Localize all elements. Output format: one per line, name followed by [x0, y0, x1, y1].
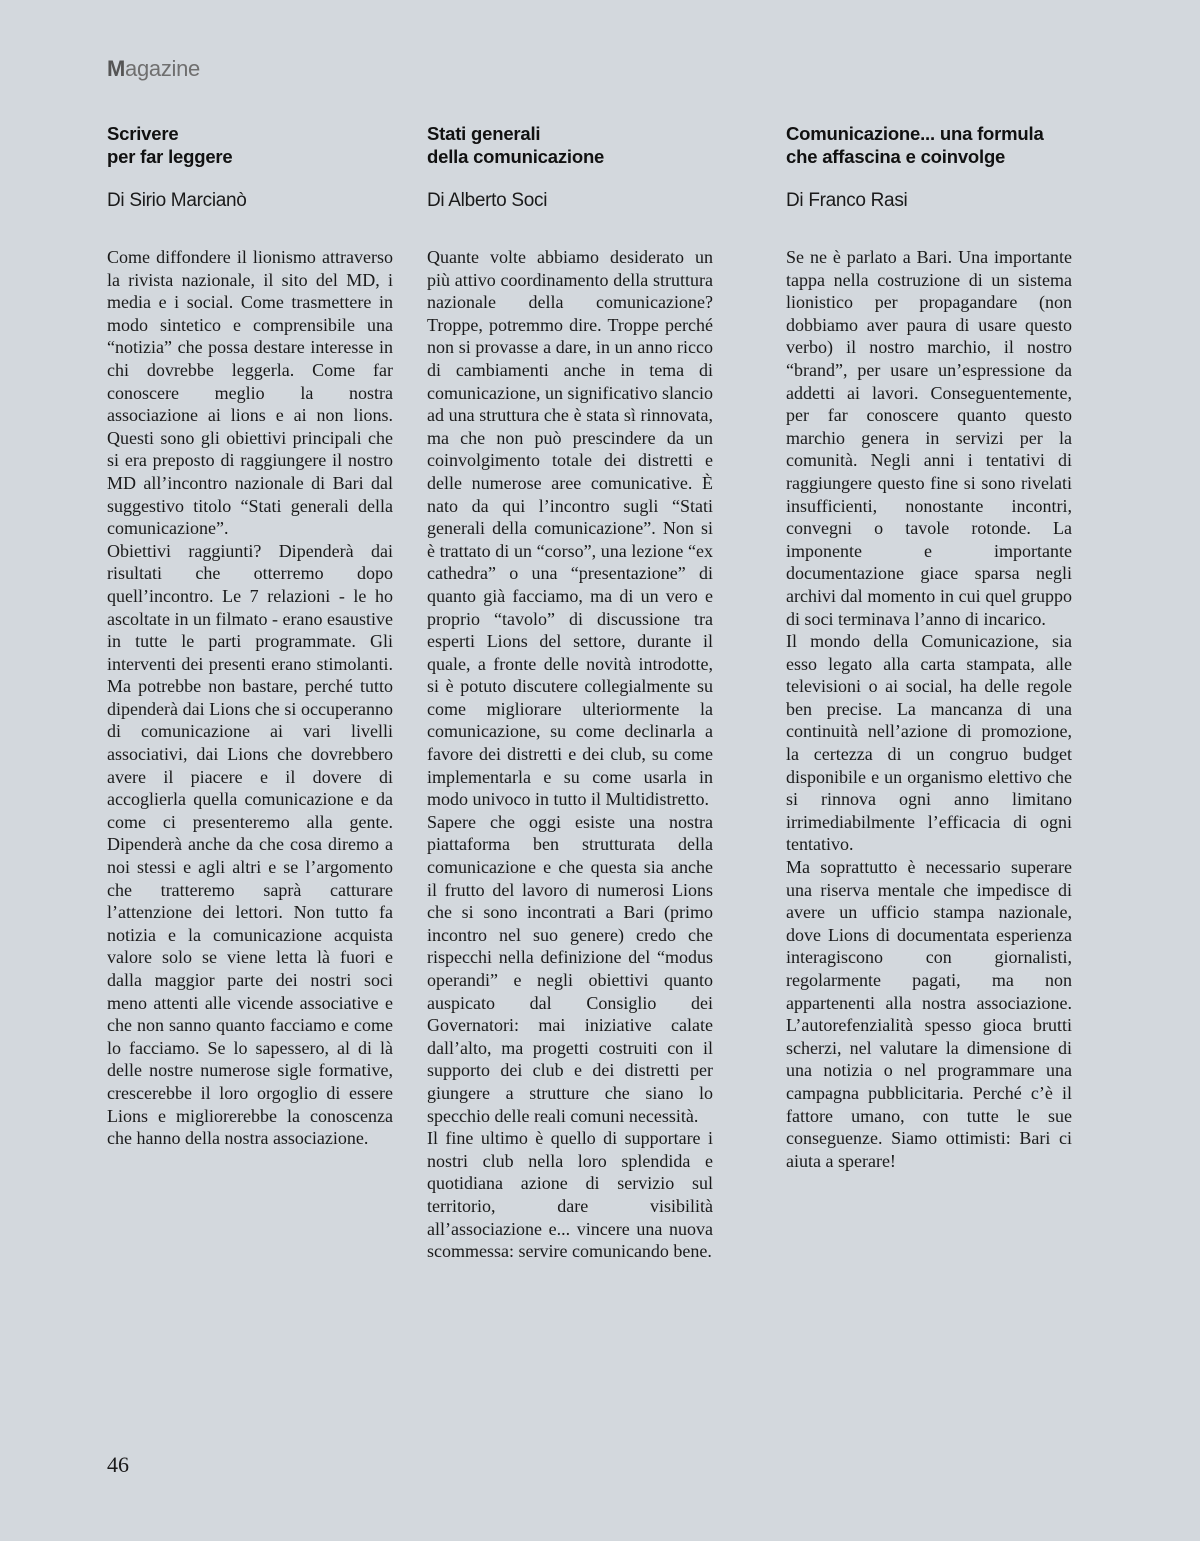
- page-number: 46: [107, 1452, 129, 1477]
- article-author: Di Alberto Soci: [427, 190, 548, 211]
- article-title: [107, 122, 393, 182]
- article-title: [427, 122, 713, 182]
- article-title-line: Scrivere: [107, 123, 179, 144]
- article-body: [786, 246, 1072, 1172]
- article-paragraph: Sapere che oggi esiste una nostra piattaforma ben strutturata della comunicazione e che questa sia anche il frutto del lavoro di numerosi Lions che si sono incontrati a Bari (primo incontro nel suo genere) credo che rispecchi nella definizione del “modus operandi” e negli obiettivi quanto auspicato dal Consiglio dei Governatori: mai iniziative calate dall’alto, ma progetti costruiti con il supporto dei club e dei distretti per giungere a strutture che siano lo specchio delle reali comuni necessità.: [427, 811, 713, 1126]
- section-label-initial: M: [107, 56, 126, 81]
- article-comunicazione: [786, 122, 1072, 1172]
- section-label-rest: agazine: [125, 56, 200, 81]
- article-paragraph: Obiettivi raggiunti? Dipenderà dai risultati che otterremo dopo quell’incontro. Le 7 relazioni - le ho ascoltate in un filmato - erano esaustive in tutte le parti programmate. Gli interventi dei presenti erano stimolanti. Ma potrebbe non bastare, perché tutto dipenderà dai Lions che si occuperanno di comunicazione ai vari livelli associativi, dai Lions che dovrebbero avere il piacere e il dovere di accoglierla quella comunicazione e da come ci presenteremo alla gente. Dipenderà anche da che cosa diremo a noi stessi e agli altri e se l’argomento che tratteremo saprà catturare l’attenzione dei lettori. Non tutto fa notizia e la comunicazione acquista valore solo se viene letta là fuori e dalla maggior parte dei nostri soci meno attenti alle vicende associative e che non sanno quanto facciamo e come lo facciamo. Se lo sapessero, al di là delle nostre numerose sigle formative, crescerebbe il loro orgoglio di essere Lions e migliorerebbe la conoscenza che hanno della nostra associazione.: [107, 540, 393, 1149]
- article-paragraph: Il mondo della Comunicazione, sia esso legato alla carta stampata, alle televisioni o ai social, ha delle regole ben precise. La mancanza di una continuità nell’azione di promozione, la certezza di un congruo budget disponibile e un organismo elettivo che si rinnova ogni anno limitano irrimediabilmente l’efficacia di ogni tentativo.: [786, 631, 1072, 855]
- article-paragraph: Quante volte abbiamo desiderato un più attivo coordinamento della struttura nazionale della comunicazione? Troppe, potremmo dire. Troppe perché non si provasse a dare, in un anno ricco di cambiamenti anche in tema di comunicazione, un significativo slancio ad una struttura che è stata sì rinnovata, ma che non può prescindere da un coinvolgimento totale dei distretti e delle numerose aree comunicative. È nato da qui l’incontro sugli “Stati generali della comunicazione”. Non si è trattato di un “corso”, una lezione “ex cathedra” o una “presentazione” di quanto già facciamo, ma di un vero e proprio “tavolo” di discussione tra esperti Lions del settore, durante il quale, a fronte delle novità introdotte, si è potuto discutere collegialmente su come migliorare ulteriormente la comunicazione, su come declinarla a favore dei distretti e dei club, su come implementarla e su come usarla in modo univoco in tutto il Multidistretto.: [427, 247, 713, 810]
- article-title-line: che affascina e coinvolge: [786, 146, 1006, 167]
- article-paragraph: Se ne è parlato a Bari. Una importante tappa nella costruzione di un sistema lionistico per propagandare (non dobbiamo aver paura di usare questo verbo) il nostro marchio, il nostro “brand”, per usare un’espressione da addetti ai lavori. Conseguentemente, per far conoscere quanto questo marchio genera in servizi per la comunità. Negli anni i tentativi di raggiungere questo fine si sono rivelati insufficienti, nonostante incontri, convegni o tavole rotonde. La imponente e importante documentazione giace sparsa negli archivi dal momento in cui quel gruppo di soci terminava l’anno di incarico.: [786, 247, 1072, 629]
- article-title: [786, 122, 1072, 182]
- article-author: Di Franco Rasi: [786, 190, 908, 211]
- article-title-line: Stati generali: [427, 123, 541, 144]
- section-label: [107, 56, 200, 82]
- article-paragraph: Il fine ultimo è quello di supportare i nostri club nella loro splendida e quotidiana azione di servizio sul territorio, dare visibilità all’associazione e... vincere una nuova scommessa: servire comunicando bene.: [427, 1128, 713, 1262]
- article-title-line: della comunicazione: [427, 146, 605, 167]
- article-paragraph: Come diffondere il lionismo attraverso la rivista nazionale, il sito del MD, i media e i social. Come trasmettere in modo sintetico e comprensibile una “notizia” che possa destare interesse in chi dovrebbe leggerla. Come far conoscere meglio la nostra associazione ai lions e ai non lions. Questi sono gli obiettivi principali che si era preposto di raggiungere il nostro MD all’incontro nazionale di Bari dal suggestivo titolo “Stati generali della comunicazione”.: [107, 247, 393, 539]
- article-stati-generali: [427, 122, 713, 1263]
- article-body: [427, 246, 713, 1263]
- article-author: Di Sirio Marcianò: [107, 190, 247, 211]
- article-title-line: per far leggere: [107, 146, 233, 167]
- article-body: [107, 246, 393, 1150]
- article-scrivere: [107, 122, 393, 1150]
- article-paragraph: Ma soprattutto è necessario superare una riserva mentale che impedisce di avere un ufficio stampa nazionale, dove Lions di documentata esperienza interagiscono con giornalisti, regolarmente pagati, ma non appartenenti alla nostra associazione. L’autorefenzialità spesso gioca brutti scherzi, nel valutare la dimensione di una notizia o nel programmare una campagna pubblicitaria. Perché c’è il fattore umano, con tutte le sue conseguenze. Siamo ottimisti: Bari ci aiuta a sperare!: [786, 857, 1072, 1171]
- article-title-line: Comunicazione... una formula: [786, 123, 1044, 144]
